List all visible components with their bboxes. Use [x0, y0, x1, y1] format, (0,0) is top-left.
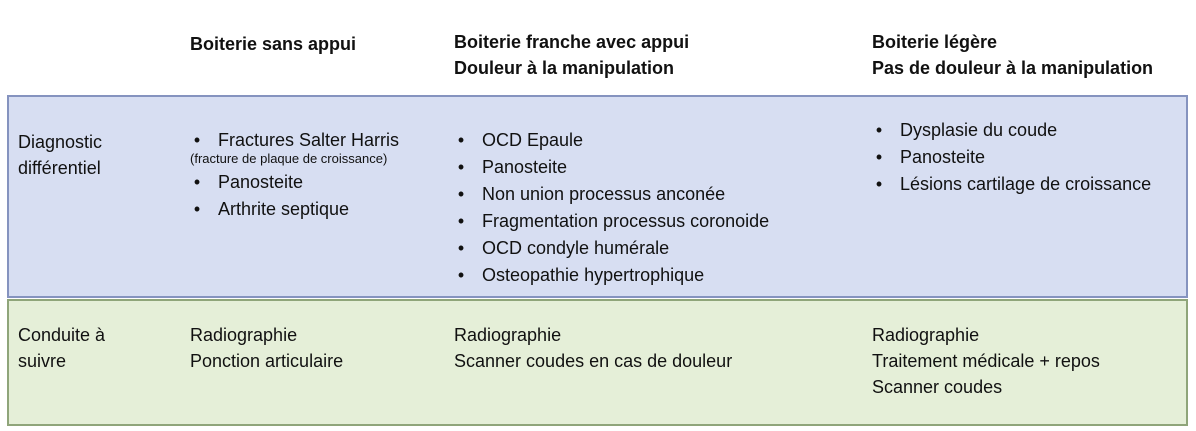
list-item [454, 235, 769, 262]
conduite-item: Scanner coudes [872, 377, 1003, 397]
row-label-line: Diagnostic [18, 132, 103, 152]
conduite-row-label [18, 322, 105, 374]
conduite-item: Radiographie [454, 325, 562, 345]
row-label-line: différentiel [18, 158, 101, 178]
conduite-item: Radiographie [872, 325, 980, 345]
list-item-text: Dysplasie du coude [900, 120, 1058, 140]
diagnostic-list-sans-appui [190, 127, 399, 223]
bullet-icon: • [875, 174, 883, 194]
list-item-text: Fragmentation processus coronoide [482, 211, 770, 231]
diagnostic-list-avec-appui [454, 127, 769, 289]
list-item-text: Lésions cartilage de croissance [900, 174, 1152, 194]
bullet-icon: • [457, 130, 465, 150]
bullet-icon: • [193, 130, 201, 150]
list-item-note: (fracture de plaque de croissance) [190, 151, 388, 166]
column-header-line: Boiterie légère [872, 32, 998, 52]
list-item [190, 169, 399, 196]
list-item-text: Osteopathie hypertrophique [482, 265, 705, 285]
bullet-icon: • [875, 147, 883, 167]
diagnostic-row [7, 95, 1188, 298]
list-item [872, 117, 1151, 144]
bullet-icon: • [875, 120, 883, 140]
list-item [872, 171, 1151, 198]
column-header-line: Pas de douleur à la manipulation [872, 58, 1154, 78]
list-item-text: Panosteite [482, 157, 568, 177]
bullet-icon: • [193, 172, 201, 192]
conduite-item: Traitement médicale + repos [872, 351, 1100, 371]
list-item-text: OCD condyle humérale [482, 238, 670, 258]
column-header-line: Douleur à la manipulation [454, 58, 675, 78]
list-item-text: Panosteite [900, 147, 986, 167]
list-item-text: Panosteite [218, 172, 304, 192]
bullet-icon: • [457, 157, 465, 177]
conduite-item: Scanner coudes en cas de douleur [454, 351, 733, 371]
list-item [454, 181, 769, 208]
conduite-legere [872, 322, 1100, 400]
bullet-icon: • [457, 184, 465, 204]
list-item [454, 262, 769, 289]
bullet-icon: • [457, 265, 465, 285]
list-item-text: OCD Epaule [482, 130, 584, 150]
conduite-avec-appui [454, 322, 732, 374]
column-header-line: Boiterie franche avec appui [454, 32, 690, 52]
bullet-icon: • [457, 211, 465, 231]
list-item [190, 196, 399, 223]
conduite-item: Ponction articulaire [190, 351, 344, 371]
conduite-item: Radiographie [190, 325, 298, 345]
table-header [0, 0, 1196, 95]
column-header-sans-appui [190, 31, 356, 57]
row-label-line: Conduite à [18, 325, 106, 345]
row-label-line: suivre [18, 351, 67, 371]
conduite-sans-appui [190, 322, 343, 374]
conduite-row [7, 299, 1188, 426]
list-item [454, 154, 769, 181]
column-header-line: Boiterie sans appui [190, 34, 357, 54]
list-item [190, 127, 399, 167]
list-item [872, 144, 1151, 171]
list-item-text: Arthrite septique [218, 199, 350, 219]
diagnostic-row-label [18, 129, 102, 181]
list-item [454, 208, 769, 235]
list-item-text: Non union processus anconée [482, 184, 726, 204]
diagnostic-list-legere [872, 117, 1151, 198]
list-item-text: Fractures Salter Harris [218, 130, 400, 150]
bullet-icon: • [193, 199, 201, 219]
column-header-legere [872, 29, 1153, 81]
list-item [454, 127, 769, 154]
column-header-avec-appui [454, 29, 689, 81]
bullet-icon: • [457, 238, 465, 258]
